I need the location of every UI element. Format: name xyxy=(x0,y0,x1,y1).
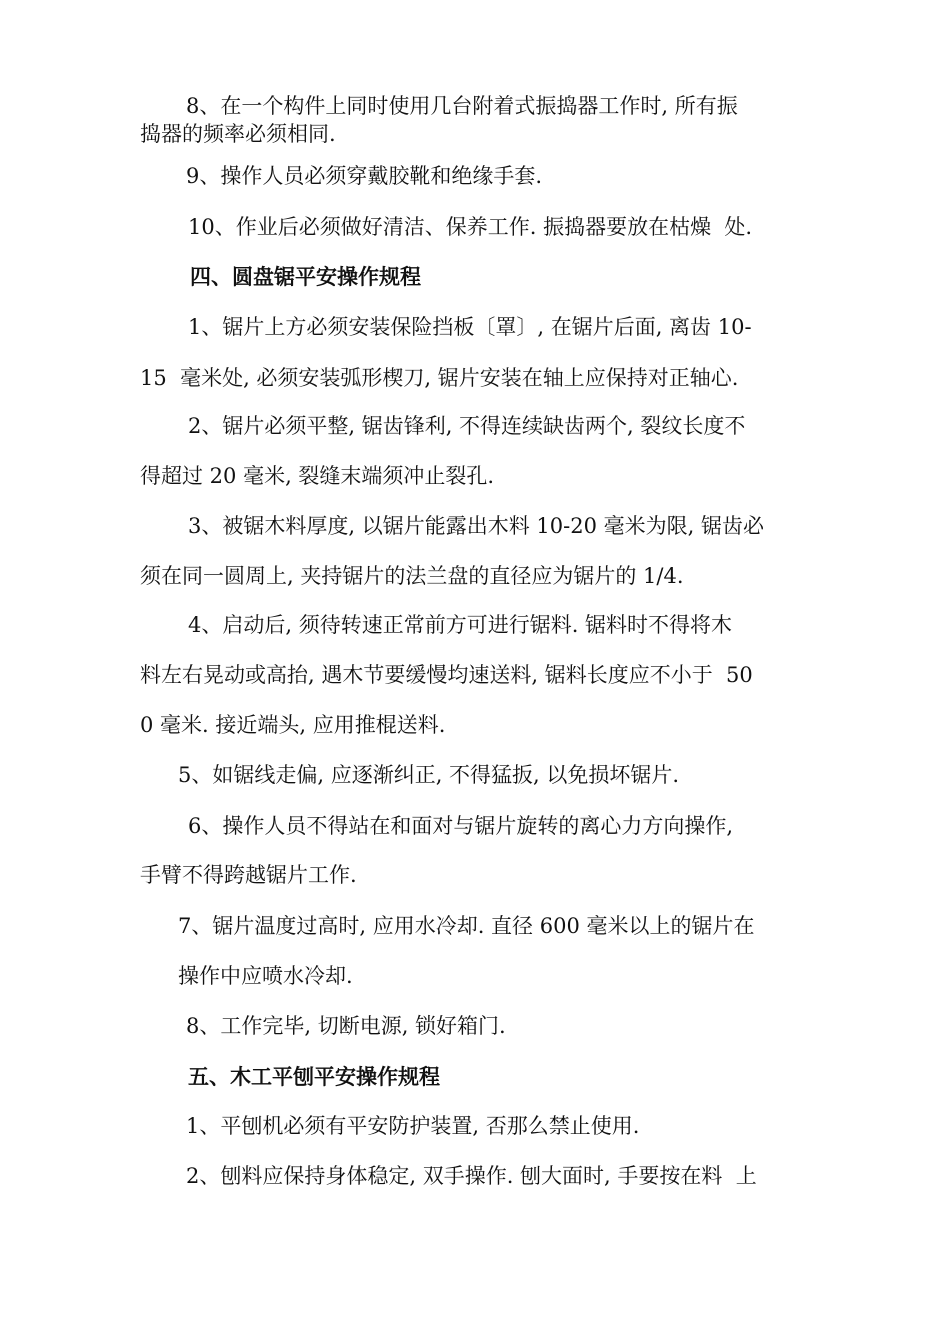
text-line: 15 毫米处, 必须安装弧形楔刀, 锯片安装在轴上应保持对正轴心. xyxy=(140,366,739,390)
text-line: 10、作业后必须做好清洁、保养工作. 振捣器要放在枯燥 处. xyxy=(188,215,753,239)
text-line: 9、操作人员必须穿戴胶靴和绝缘手套. xyxy=(186,164,543,188)
text-line: 1、平刨机必须有平安防护装置, 否那么禁止使用. xyxy=(186,1114,640,1138)
text-line: 8、工作完毕, 切断电源, 锁好箱门. xyxy=(186,1014,506,1038)
text-line: 手臂不得跨越锯片工作. xyxy=(140,863,357,887)
text-line: 0 毫米. 接近端头, 应用推棍送料. xyxy=(140,713,446,737)
text-line: 5、如锯线走偏, 应逐渐纠正, 不得猛扳, 以免损坏锯片. xyxy=(178,763,680,787)
text-line: 3、被锯木料厚度, 以锯片能露出木料 10-20 毫米为限, 锯齿必 xyxy=(188,514,764,538)
text-line: 须在同一圆周上, 夹持锯片的法兰盘的直径应为锯片的 1/4. xyxy=(140,564,684,588)
section-heading: 四、圆盘锯平安操作规程 xyxy=(190,265,421,289)
text-line: 8、在一个构件上同时使用几台附着式振捣器工作时, 所有振 xyxy=(186,94,738,118)
text-line: 2、刨料应保持身体稳定, 双手操作. 刨大面时, 手要按在料 上 xyxy=(186,1164,757,1188)
text-line: 7、锯片温度过高时, 应用水冷却. 直径 600 毫米以上的锯片在 xyxy=(178,914,755,938)
text-line: 2、锯片必须平整, 锯齿锋利, 不得连续缺齿两个, 裂纹长度不 xyxy=(188,414,746,438)
text-line: 1、锯片上方必须安装保险挡板〔罩〕, 在锯片后面, 离齿 10- xyxy=(188,315,752,339)
text-line: 4、启动后, 须待转速正常前方可进行锯料. 锯料时不得将木 xyxy=(188,613,733,637)
text-line: 6、操作人员不得站在和面对与锯片旋转的离心力方向操作, xyxy=(188,814,734,838)
text-line: 操作中应喷水冷却. xyxy=(178,964,353,988)
text-line: 料左右晃动或高抬, 遇木节要缓慢均速送料, 锯料长度应不小于 50 xyxy=(140,663,753,687)
text-line: 捣器的频率必须相同. xyxy=(140,122,336,146)
section-heading: 五、木工平刨平安操作规程 xyxy=(188,1065,440,1089)
text-line: 得超过 20 毫米, 裂缝末端须冲止裂孔. xyxy=(140,464,495,488)
